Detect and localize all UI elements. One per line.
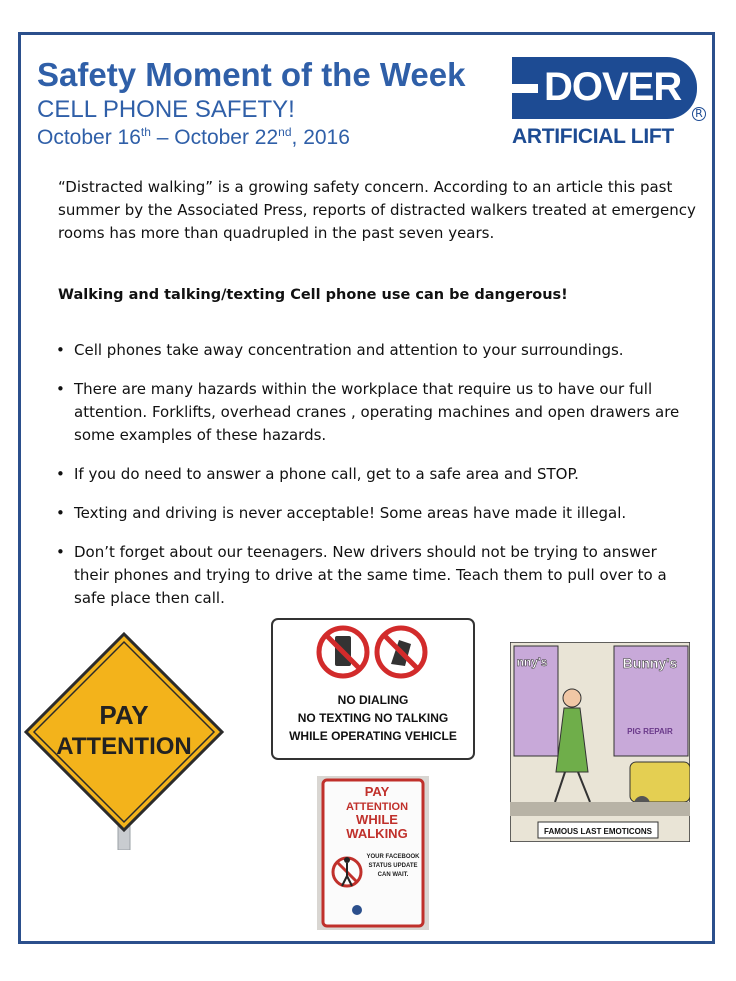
comic-shop-sign: PIG REPAIR <box>627 727 673 736</box>
section-heading: Walking and talking/texting Cell phone use can be dangerous! <box>58 287 568 303</box>
registered-mark: R <box>692 107 706 121</box>
no-texting-icon <box>377 628 425 676</box>
dover-logo <box>512 57 708 152</box>
sign-line: WHILE <box>356 812 398 827</box>
logo-subtitle: ARTIFICIAL LIFT <box>512 125 674 148</box>
comic-sign: Bunny's <box>622 655 678 671</box>
sign-line: WHILE OPERATING VEHICLE <box>289 729 457 743</box>
sign-line: STATUS UPDATE <box>368 863 418 869</box>
comic-car-icon <box>630 762 690 802</box>
diamond-sign-icon <box>26 634 222 830</box>
sign-line: CAN WAIT. <box>377 872 409 878</box>
bullet-item: • There are many hazards within the workplace that require us to have our full attention. Forklifts, overhead cranes , operating machines and open drawers are some examples of these hazards. <box>56 378 696 447</box>
bullet-item: • Texting and driving is never acceptable! Some areas have made it illegal. <box>56 502 696 525</box>
comic-image <box>510 642 690 842</box>
sign-line: ATTENTION <box>345 801 409 813</box>
page-subtitle: CELL PHONE SAFETY! <box>37 96 295 123</box>
sign-line: WALKING <box>346 826 408 841</box>
logo-badge <box>512 57 697 119</box>
sign-line: NO TEXTING NO TALKING <box>297 711 449 725</box>
bullet-item: • Don’t forget about our teenagers. New drivers should not be trying to answer their phones and trying to drive at the same time. Teach them to pull over to a safe place then call. <box>56 541 696 610</box>
intro-paragraph: “Distracted walking” is a growing safety concern. According to an article this past summer by the Associated Press, reports of distracted walkers treated at emergency rooms has more than quadrupled in the past seven years. <box>58 178 696 242</box>
comic-sign: nny's <box>516 655 548 669</box>
bullet-item: • Cell phones take away concentration and attention to your surroundings. <box>56 339 696 362</box>
date-range: October 16th – October 22nd, 2016 <box>37 125 350 149</box>
sign-line: ATTENTION <box>56 733 192 760</box>
logo-name: DOVER <box>544 65 682 109</box>
sign-line: PAY <box>364 784 390 799</box>
pay-attention-sign-image <box>22 630 226 850</box>
sign-line: YOUR FACEBOOK <box>366 854 420 860</box>
sign-line: PAY <box>99 700 149 730</box>
bullet-item: • If you do need to answer a phone call, get to a safe area and STOP. <box>56 463 696 486</box>
no-phone-icon <box>319 628 367 676</box>
sign-line: NO DIALING <box>337 693 409 707</box>
bullet-list <box>56 339 696 610</box>
no-dialing-sign-image <box>271 618 475 760</box>
page-title: Safety Moment of the Week <box>37 56 466 93</box>
walking-sign-image <box>317 776 429 930</box>
comic-caption: FAMOUS LAST EMOTICONS <box>544 827 652 836</box>
